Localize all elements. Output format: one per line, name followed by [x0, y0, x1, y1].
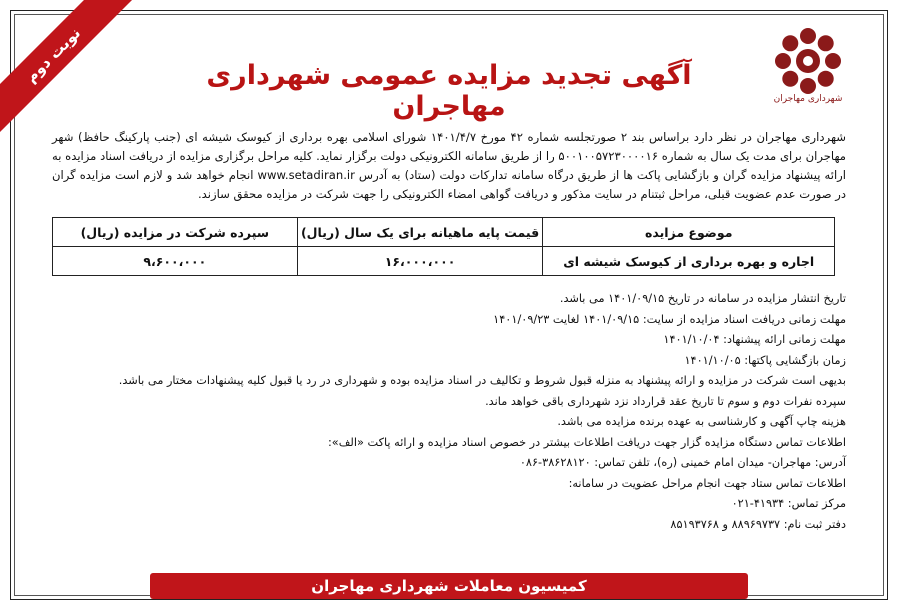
logo-caption: شهرداری مهاجران	[773, 94, 843, 104]
detail-line: هزینه چاپ آگهی و کارشناسی به عهده برنده مزایده می باشد.	[557, 415, 846, 428]
detail-line: مهلت زمانی دریافت اسناد مزایده از سایت: ۱۴۰۱/۰۹/۱۵ لغایت ۱۴۰۱/۰۹/۲۳	[493, 312, 846, 326]
detail-line: اطلاعات تماس دستگاه مزایده گزار جهت دریافت اطلاعات بیشتر در خصوص اسناد مزایده و ارائه پاکت «الف»:	[328, 435, 846, 449]
second-notice-ribbon: نوبت دوم	[0, 0, 139, 141]
table-row	[53, 247, 835, 276]
detail-line: آدرس: مهاجران- میدان امام خمینی (ره)، تلفن تماس: ۳۸۶۲۸۱۲۰-۰۸۶	[519, 456, 846, 469]
municipality-logo	[758, 26, 858, 116]
cell-subject: اجاره و بهره برداری از کیوسک شیشه ای	[543, 247, 835, 276]
detail-line: سپرده نفرات دوم و سوم تا تاریخ عقد قرارداد نزد شهرداری باقی خواهد ماند.	[485, 394, 846, 408]
cell-deposit: ۹،۶۰۰،۰۰۰	[53, 247, 298, 276]
col-deposit: سپرده شرکت در مزایده (ریال)	[53, 218, 298, 247]
detail-line: اطلاعات تماس ستاد جهت انجام مراحل عضویت در سامانه:	[568, 476, 846, 490]
detail-line: مرکز تماس: ۴۱۹۳۴-۰۲۱	[731, 497, 846, 510]
details-list	[52, 289, 846, 535]
intro-paragraph: شهرداری مهاجران در نظر دارد براساس بند ۲ صورتجلسه شماره ۴۲ مورخ ۱۴۰۱/۴/۷ شورای اسلامی بهره برداری از کیوسک شیشه ای (جنب پارکینگ حافظ) شهر مهاجران برای مدت یک سال به شماره ۵۰۰۱۰۰۵۷۲۳۰۰۰۰۱۶ را از طریق سامانه الکترونیکی دولت برگزار نماید. کلیه مراحل برگزاری مزایده از دریافت اسناد مزایده به ارائه پیشنهاد مزایده گران و بازگشایی پاکت ها از طریق درگاه سامانه تدارکات دولت (ستاد) به آدرس www.setadiran.ir انجام خواهد شد و لازم است مزایده گران در صورت عدم عضویت قبلی، مراحل ثبتنام در سایت مذکور و دریافت گواهی امضاء الکترونیکی را جهت شرکت در مزایده محقق سازند.	[52, 130, 847, 201]
auction-table	[52, 217, 835, 276]
cell-base-price: ۱۶،۰۰۰،۰۰۰	[297, 247, 543, 276]
col-subject: موضوع مزایده	[543, 218, 835, 247]
page-title: آگهی تجدید مزایده عمومی شهرداری مهاجران	[206, 60, 692, 122]
detail-line: تاریخ انتشار مزایده در سامانه در تاریخ ۱۴۰۱/۰۹/۱۵ می باشد.	[559, 292, 846, 305]
detail-line: بدیهی است شرکت در مزایده و ارائه پیشنهاد به منزله قبول شروط و تکالیف در اسناد مزایده بوده و شهرداری در رد یا قبول کلیه پیشنهادات مختار می باشد.	[118, 374, 846, 387]
detail-line: مهلت زمانی ارائه پیشنهاد: ۱۴۰۱/۱۰/۰۴	[663, 333, 846, 346]
logo-icon	[773, 26, 843, 96]
table-header-row	[53, 218, 835, 247]
detail-line: دفتر ثبت نام: ۸۸۹۶۹۷۳۷ و ۸۵۱۹۳۷۶۸	[670, 517, 846, 531]
detail-line: زمان بازگشایی پاکتها: ۱۴۰۱/۱۰/۰۵	[684, 353, 846, 367]
col-base-price: قیمت پایه ماهیانه برای یک سال (ریال)	[297, 218, 543, 247]
footer-banner: کمیسیون معاملات شهرداری مهاجران	[150, 573, 748, 599]
